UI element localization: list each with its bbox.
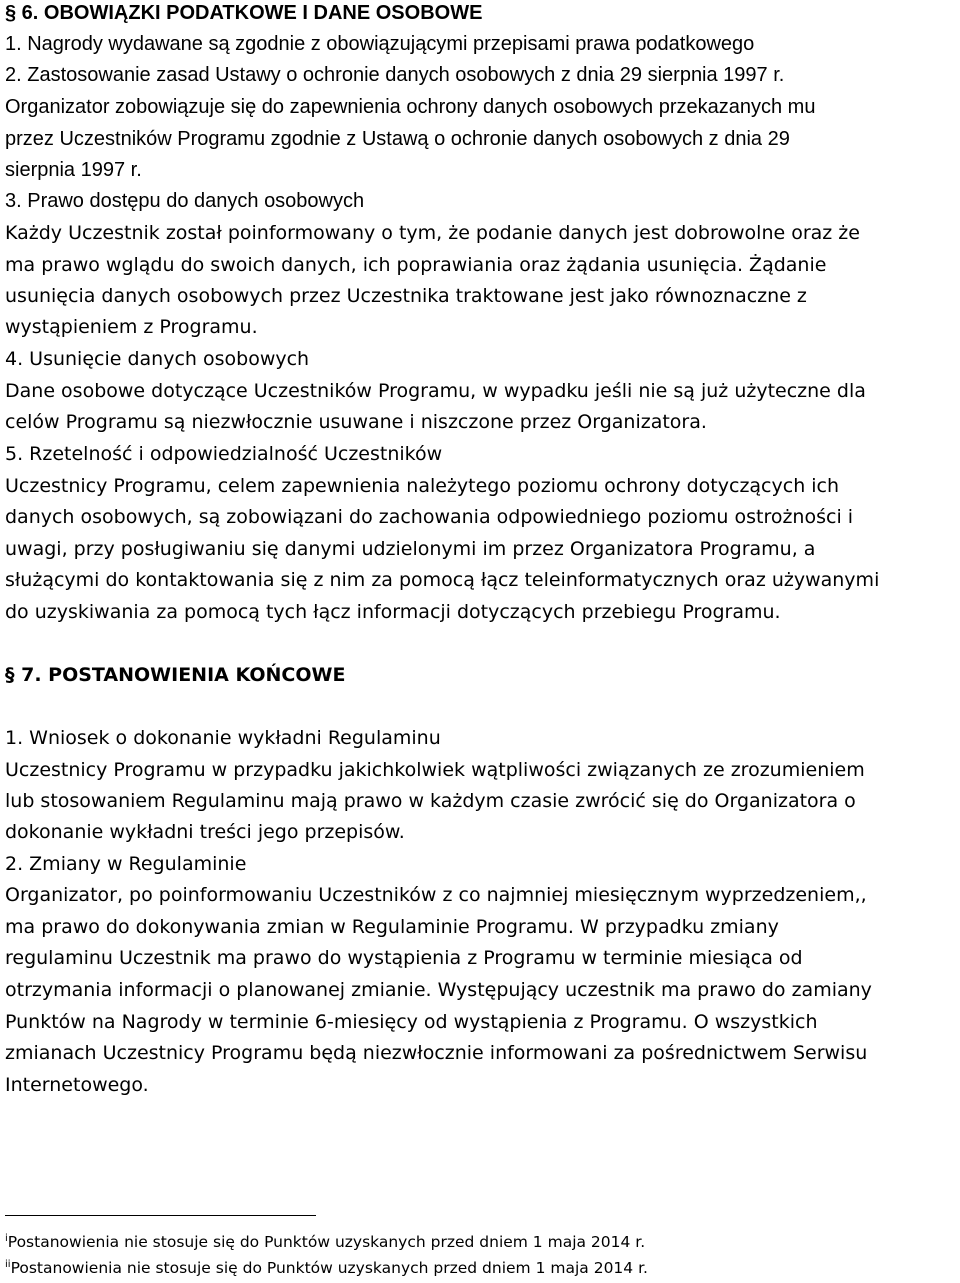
paragraph-line: lub stosowaniem Regulaminu mają prawo w każdym czasie zwrócić się do Organizatora o <box>5 790 856 812</box>
paragraph-line: 5. Rzetelność i odpowiedzialność Uczestników <box>5 443 443 465</box>
footnote-marker: ii <box>5 1259 11 1270</box>
paragraph-line: Organizator, po poinformowaniu Uczestników z co najmniej miesięcznym wyprzedzeniem,, <box>5 884 867 906</box>
paragraph-line: 2. Zastosowanie zasad Ustawy o ochronie danych osobowych z dnia 29 sierpnia 1997 r. <box>5 64 785 86</box>
footnote-separator <box>5 1215 316 1216</box>
paragraph-line: Organizator zobowiązuje się do zapewnienia ochrony danych osobowych przekazanych mu <box>5 96 816 118</box>
paragraph-line: Internetowego. <box>5 1074 149 1096</box>
footnote-marker: i <box>5 1233 8 1244</box>
paragraph-line: usunięcia danych osobowych przez Uczestnika traktowane jest jako równoznaczne z <box>5 285 807 307</box>
paragraph-line: ma prawo wglądu do swoich danych, ich poprawiania oraz żądania usunięcia. Żądanie <box>5 254 827 276</box>
footnote-1 <box>5 1232 645 1252</box>
section-7-heading: § 7. POSTANOWIENIA KOŃCOWE <box>5 664 346 686</box>
paragraph-line: otrzymania informacji o planowanej zmianie. Występujący uczestnik ma prawo do zamiany <box>5 979 872 1001</box>
paragraph-line: do uzyskiwania za pomocą tych łącz informacji dotyczących przebiegu Programu. <box>5 601 781 623</box>
paragraph-line: uwagi, przy posługiwaniu się danymi udzielonymi im przez Organizatora Programu, a <box>5 538 816 560</box>
paragraph-line: 1. Wniosek o dokonanie wykładni Regulaminu <box>5 727 441 749</box>
paragraph-line: 3. Prawo dostępu do danych osobowych <box>5 190 365 212</box>
paragraph-line: sierpnia 1997 r. <box>5 159 142 181</box>
paragraph-line: Uczestnicy Programu, celem zapewnienia należytego poziomu ochrony dotyczących ich <box>5 475 840 497</box>
paragraph-line: Uczestnicy Programu w przypadku jakichkolwiek wątpliwości związanych ze zrozumieniem <box>5 759 865 781</box>
paragraph-line: 1. Nagrody wydawane są zgodnie z obowiązującymi przepisami prawa podatkowego <box>5 33 755 55</box>
footnote-text: Postanowienia nie stosuje się do Punktów uzyskanych przed dniem 1 maja 2014 r. <box>7 1233 646 1251</box>
paragraph-line: przez Uczestników Programu zgodnie z Ustawą o ochronie danych osobowych z dnia 29 <box>5 128 790 150</box>
paragraph-line: Punktów na Nagrody w terminie 6-miesięcy od wystąpienia z Programu. O wszystkich <box>5 1011 818 1033</box>
paragraph-line: Każdy Uczestnik został poinformowany o tym, że podanie danych jest dobrowolne oraz że <box>5 222 860 244</box>
paragraph-line: 2. Zmiany w Regulaminie <box>5 853 247 875</box>
paragraph-line: służącymi do kontaktowania się z nim za pomocą łącz teleinformatycznych oraz używanymi <box>5 569 880 591</box>
paragraph-line: dokonanie wykładni treści jego przepisów. <box>5 821 405 843</box>
footnote-text: Postanowienia nie stosuje się do Punktów uzyskanych przed dniem 1 maja 2014 r. <box>10 1259 648 1277</box>
paragraph-line: wystąpieniem z Programu. <box>5 316 258 338</box>
paragraph-line: danych osobowych, są zobowiązani do zachowania odpowiedniego poziomu ostrożności i <box>5 506 854 528</box>
section-6-heading: § 6. OBOWIĄZKI PODATKOWE I DANE OSOBOWE <box>5 2 483 24</box>
paragraph-line: zmianach Uczestnicy Programu będą niezwłocznie informowani za pośrednictwem Serwisu <box>5 1042 868 1064</box>
paragraph-line: regulaminu Uczestnik ma prawo do wystąpienia z Programu w terminie miesiąca od <box>5 947 803 969</box>
paragraph-line: ma prawo do dokonywania zmian w Regulaminie Programu. W przypadku zmiany <box>5 916 779 938</box>
paragraph-line: 4. Usunięcie danych osobowych <box>5 348 310 370</box>
paragraph-line: Dane osobowe dotyczące Uczestników Programu, w wypadku jeśli nie są już użyteczne dla <box>5 380 866 402</box>
paragraph-line: celów Programu są niezwłocznie usuwane i niszczone przez Organizatora. <box>5 411 707 433</box>
footnote-2 <box>5 1258 648 1278</box>
